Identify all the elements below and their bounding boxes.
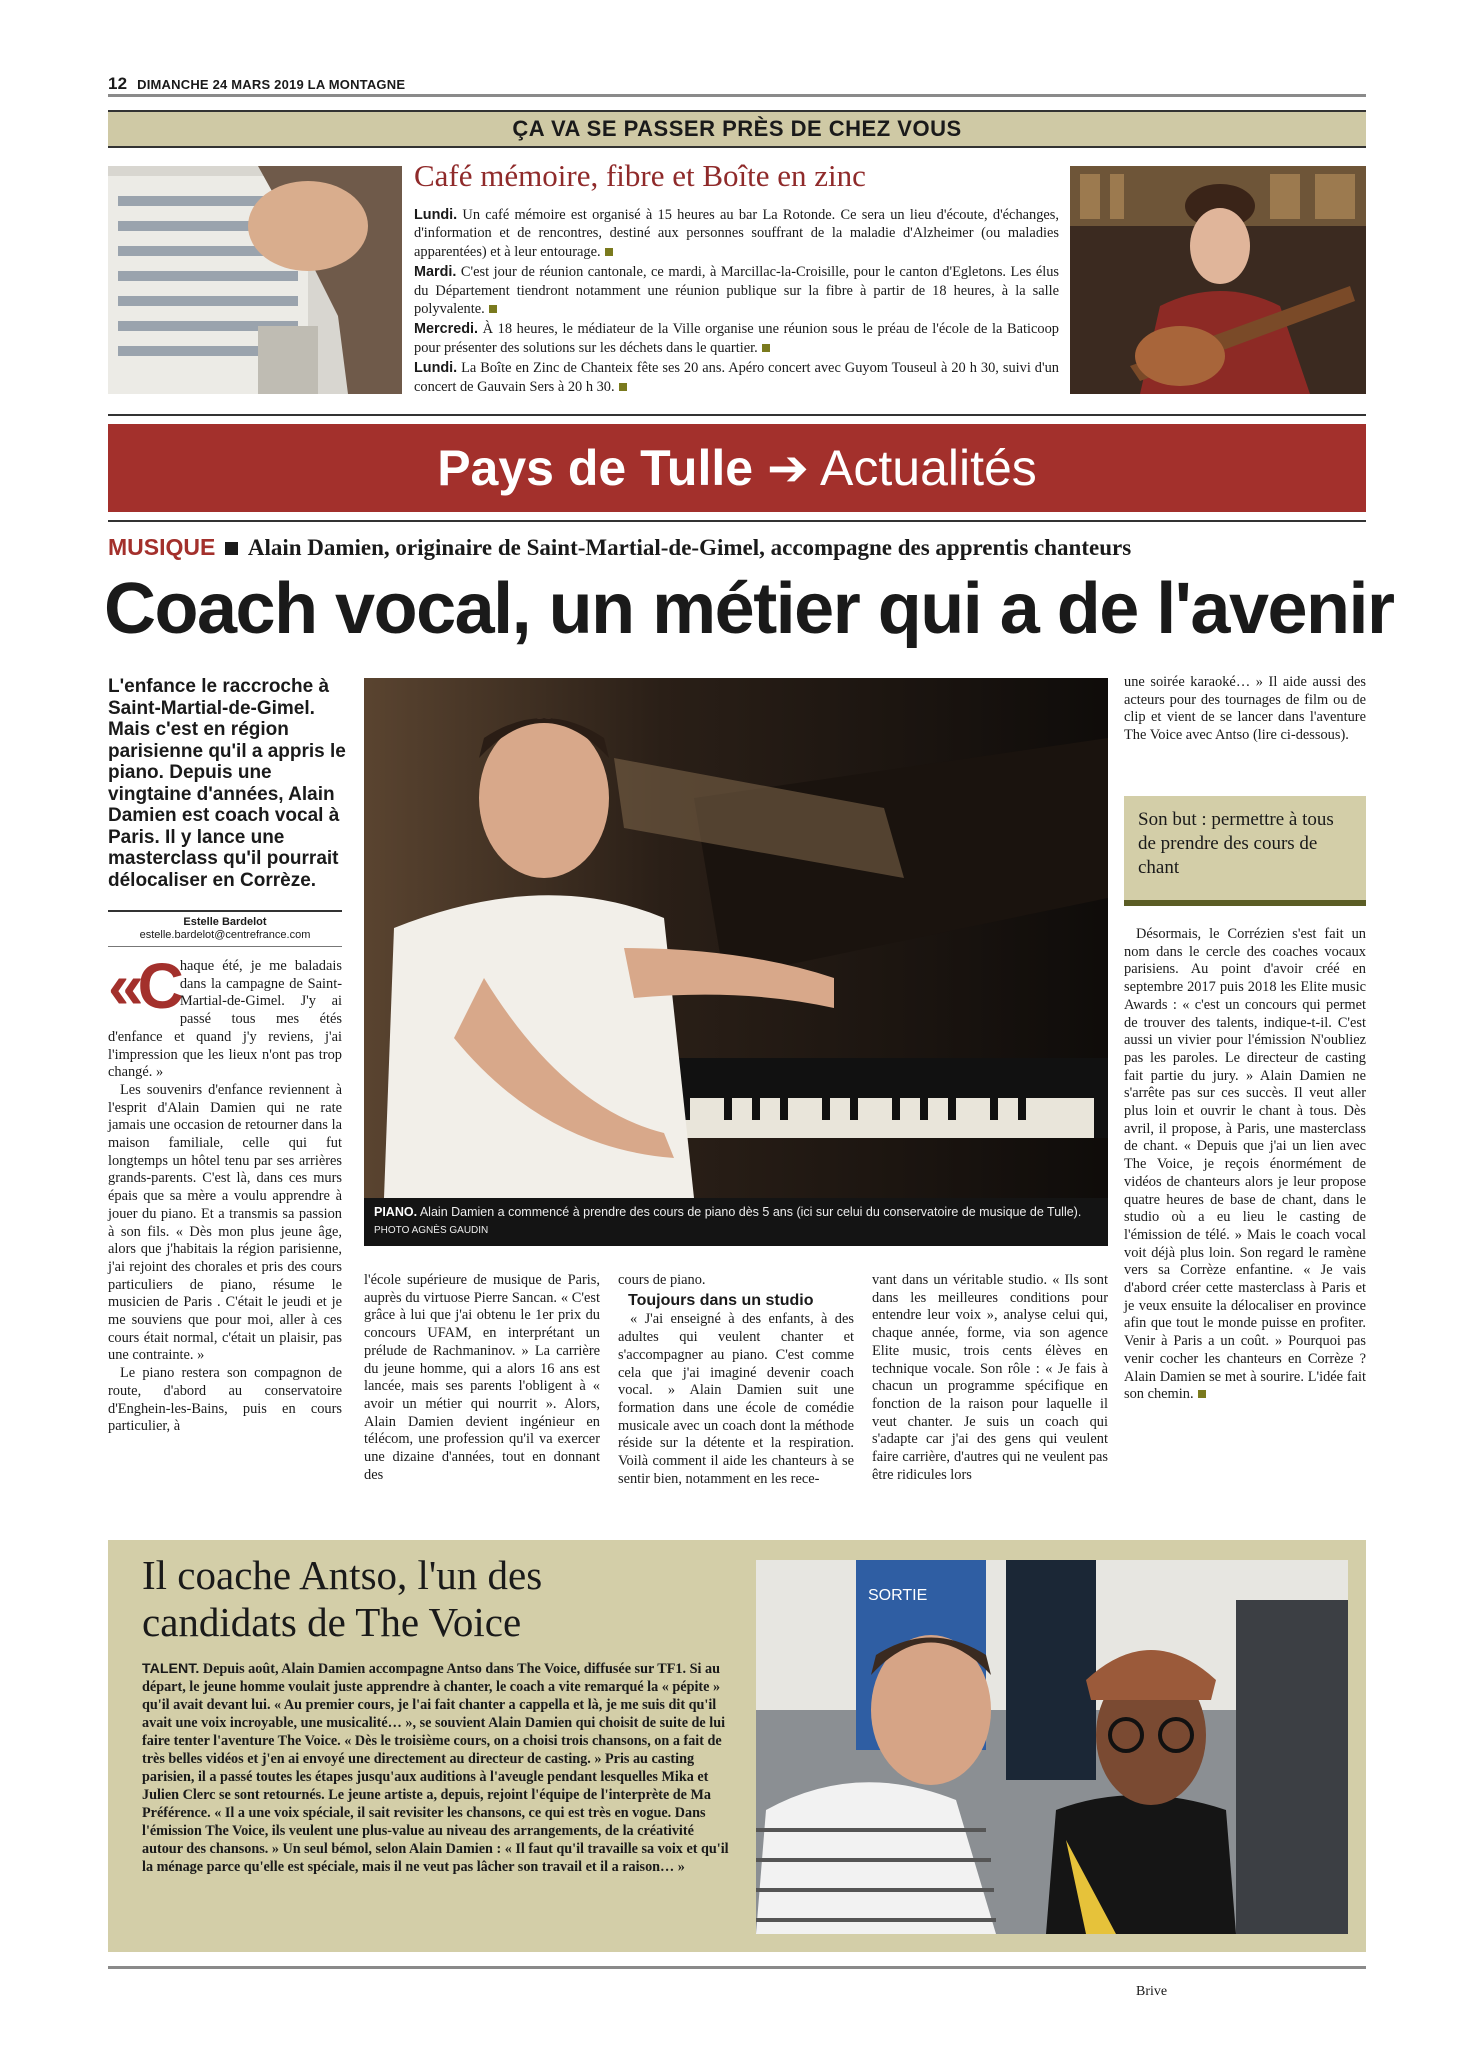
pull-quote: Son but : permettre à tous de prendre des cours de chant — [1124, 796, 1366, 906]
coach-and-singer-photo — [756, 1560, 1348, 1934]
page-header — [108, 74, 405, 94]
brief-item: Mercredi. À 18 heures, le médiateur de la Ville organise une réunion sous le préau de l'école de la Baticoop pour présenter des solutions sur les déchets dans le quartier. — [414, 321, 1059, 356]
kicker-square-icon — [225, 542, 238, 555]
end-square-icon — [605, 248, 613, 256]
brief-item: Lundi. Un café mémoire est organisé à 15 heures au bar La Rotonde. Ce sera un lieu d'écoute, d'échanges, d'information et de rencontres, destiné aux personnes souffrant de la maladie d'Alzheimer (ou maladies apparentées) et à leur entourage. — [414, 207, 1059, 260]
col1-paragraph: Les souvenirs d'enfance reviennent à l'esprit d'Alain Damien qui ne rate jamais une occasion de retourner dans la maison familiale, celle qui fut longtemps un hôtel tenu par ses arrières grands-parents. C'est là, dans ces murs épais que sa mère a voulu apprendre à jouer du piano. Et a transmis sa passion à son fils. « Dès mon plus jeune âge, alors que j'habitais la région parisienne, j'ai rejoint des chorales et pris des cours particuliers de piano, résume le musicien de Paris . C'était le jeudi et je me souviens que pour moi, aller à ces cours était normal, c'était un plaisir, pas une contrainte. » — [108, 1081, 342, 1364]
photo-caption — [364, 1198, 1108, 1246]
author-rule — [108, 910, 342, 912]
article-column-5-top: une soirée karaoké… » Il aide aussi des acteurs pour des tournages de film ou de clip et vient de se lancer dans l'aventure The Voice avec Antso (lire ci-dessous). — [1124, 674, 1366, 744]
article-intro: L'enfance le raccroche à Saint-Martial-de-Gimel. Mais c'est en région parisienne qu'il a appris le piano. Depuis une vingtaine d'années, Alain Damien est coach vocal à Paris. Il y lance une masterclass qu'il pourrait délocaliser en Corrèze. — [108, 676, 346, 891]
box-text — [142, 1660, 732, 1876]
end-square-icon — [1198, 1390, 1206, 1398]
brief-item: Lundi. La Boîte en Zinc de Chanteix fête ses 20 ans. Apéro concert avec Guyom Touseul à 20 h 30, suivi d'un concert de Gauvain Sers à 20 h 30. — [414, 360, 1059, 395]
author-byline — [108, 916, 342, 942]
section-rule — [108, 520, 1366, 522]
brief-item: Mardi. C'est jour de réunion cantonale, ce mardi, à Marcillac-la-Croisille, pour le canton d'Egletons. Les élus du Département tiendront notamment une réunion publique sur la fibre à partir de 18 heures, à la salle polyvalente. — [414, 264, 1059, 318]
kicker-text: Alain Damien, originaire de Saint-Martial-de-Gimel, accompagne des apprentis chanteurs — [247, 535, 1132, 560]
local-news-band: ÇA VA SE PASSER PRÈS DE CHEZ VOUS — [108, 110, 1366, 148]
page-number: 12 — [108, 74, 128, 93]
col3-paragraph: cours de piano. — [618, 1272, 706, 1288]
edition-footer: Brive — [1136, 1984, 1168, 1999]
article-column-2: l'école supérieure de musique de Paris, auprès du virtuose Pierre Sancan. « C'est grâce à lui que j'ai obtenu le 1er prix du concours UFAM, en interprétant un prélude de Rachmaninov. » La carrière du jeune homme, qui a alors 16 ans est lancée, mais ses parents l'obligent à « avoir un métier qui nourrit ». Alors, Alain Damien devient ingénieur en télécom, une profession qu'il va exercer une dizaine d'années, tout en donnant des — [364, 1272, 600, 1483]
date-and-paper: DIMANCHE 24 MARS 2019 LA MONTAGNE — [137, 77, 406, 92]
article-column-1 — [108, 950, 342, 1436]
banner-region: Pays de Tulle — [437, 440, 754, 496]
bottom-rule — [108, 1966, 1366, 1969]
box-label: TALENT. — [142, 1661, 200, 1677]
section-rule — [108, 414, 1366, 416]
banner-section: Actualités — [820, 440, 1037, 496]
box-body: Depuis août, Alain Damien accompagne Antso dans The Voice, diffusée sur TF1. Si au départ, le jeune homme voulait juste apprendre à chanter, le coach a vite remarqué la « pépite » qu'il avait devant lui. « Au premier cours, je l'ai fait chanter a cappella et là, je me suis dit qu'il avait une voix incroyable, une musicalité… », se souvient Alain Damien qui choisit de suite de lui faire tenter l'aventure The Voice. « Dès le troisième cours, on a choisi trois chansons, on a fait de très belles vidéos et j'en ai envoyé une directement au directeur de casting. » Pris au casting parisien, il a passé toutes les étapes jusqu'aux auditions à l'aveugle pendant lesquelles Mika et Julien Clerc se sont retournés. Le jeune artiste a, depuis, rejoint l'équipe de l'interprète de Ma Préférence. « Il a une voix spéciale, il sait revisiter les chansons, ce qui est très en vogue. Dans l'émission The Voice, ils veulent une plus-value au niveau des arrangements, de la créativité autour des chansons. » Un seul bémol, selon Alain Damien : « Il faut qu'il travaille sa voix et qu'il la ménage parce qu'elle est spéciale, mais il ne veut pas lâcher son travail et il a raison… » — [142, 1661, 729, 1875]
article-column-3 — [618, 1272, 854, 1488]
box-title: Il coache Antso, l'un des candidats de The Voice — [142, 1552, 543, 1645]
kicker-label: MUSIQUE — [108, 534, 216, 560]
subhead: Toujours dans un studio — [628, 1291, 814, 1309]
end-square-icon — [762, 344, 770, 352]
article-column-5-bottom — [1124, 926, 1366, 1404]
musician-guitar-photo — [1070, 166, 1366, 394]
article-kicker — [108, 534, 1131, 561]
article-headline: Coach vocal, un métier qui a de l'avenir — [104, 569, 1394, 649]
arrow-icon: ➔ — [766, 440, 809, 496]
end-square-icon — [489, 305, 497, 313]
col5-paragraph: Désormais, le Corrézien s'est fait un nom dans le cercle des coaches vocaux parisiens. Au point d'avoir créé en septembre 2017 puis 2018 les Elite music Awards : « c'est un concours qui permet de trouver des talents, indique-t-il. C'est aussi un vivier pour l'émission N'oubliez pas les paroles. Le directeur de casting fait partie du jury. » Alain Damien ne s'arrête pas sur ces succès. Il veut aller plus loin et ouvrir le chant à tous. Dès avril, il propose, à Paris, une masterclass de chant. « Depuis que j'ai un lien avec The Voice, je reçois énormément de vidéos de chanteurs alors je leur propose quatre heures de base de chant, dans le studio où a eu lieu le casting de l'émission de télé. » Mais le coach vocal voit déjà plus loin. Son regard le ramène vers sa Corrèze enfantine. « Je vais d'abord créer cette masterclass à Paris et je veux ensuite la délocaliser en province afin que tout le monde puisse en profiter. Venir à Paris a un coût. » Pourquoi pas venir cocher les chanteurs en Corrèze ? Alain Damien se met à sourire. L'idée fait son chemin. — [1124, 926, 1366, 1403]
author-rule — [108, 946, 342, 947]
author-name: Estelle Bardelot — [183, 916, 267, 928]
briefs-title: Café mémoire, fibre et Boîte en zinc — [414, 158, 866, 193]
photo-credit: PHOTO AGNÈS GAUDIN — [374, 1225, 489, 1236]
caption-text: Alain Damien a commencé à prendre des cours de piano dès 5 ans (ici sur celui du conservatoire de musique de Tulle). — [417, 1205, 1082, 1219]
col1-paragraph: Le piano restera son compagnon de route, d'abord au conservatoire d'Enghein-les-Bains, puis en cours particulier, à — [108, 1365, 342, 1435]
briefs-list — [414, 206, 1059, 398]
col3-paragraph: « J'ai enseigné à des enfants, à des adultes qui veulent chanter et s'accompagner au piano. C'est comme cela que j'ai imaginé devenir coach vocal. » Alain Damien suit une formation dans une école de comédie musicale avec un coach dont la méthode réside sur la détente et la respiration. Voilà comment il aide les chanteurs à se sentir bien, notamment en les rece- — [618, 1311, 854, 1487]
header-rule — [108, 94, 1366, 97]
col1-paragraph: haque été, je me baladais dans la campagne de Saint-Martial-de-Gimel. J'y ai passé tous mes étés d'enfance et quand j'y reviens, j'ai l'impression que les lieux n'ont pas trop changé. » — [108, 958, 342, 1081]
drop-cap: «C — [108, 950, 178, 1022]
section-banner — [108, 424, 1366, 512]
exit-sign: SORTIE — [868, 1587, 928, 1604]
article-column-4: vant dans un véritable studio. « Ils sont dans les meilleures conditions pour entendre leur voix », analyse celui qui, chaque année, forme, via son agence Elite music, trois cents élèves en technique vocale. Son rôle : « Je fais à chacun un programme spécifique en fonction de la raison pour laquelle il veut chanter. Je suis un coach qui s'adapte car j'ai des gens qui veulent faire carrière, d'autres qui ne veulent pas être ridicules lors — [872, 1272, 1108, 1483]
pianist-photo — [364, 678, 1108, 1198]
author-email: estelle.bardelot@centrefrance.com — [139, 929, 311, 941]
end-square-icon — [619, 383, 627, 391]
caption-label: PIANO. — [374, 1205, 418, 1219]
fiber-cabinet-photo — [108, 166, 402, 394]
